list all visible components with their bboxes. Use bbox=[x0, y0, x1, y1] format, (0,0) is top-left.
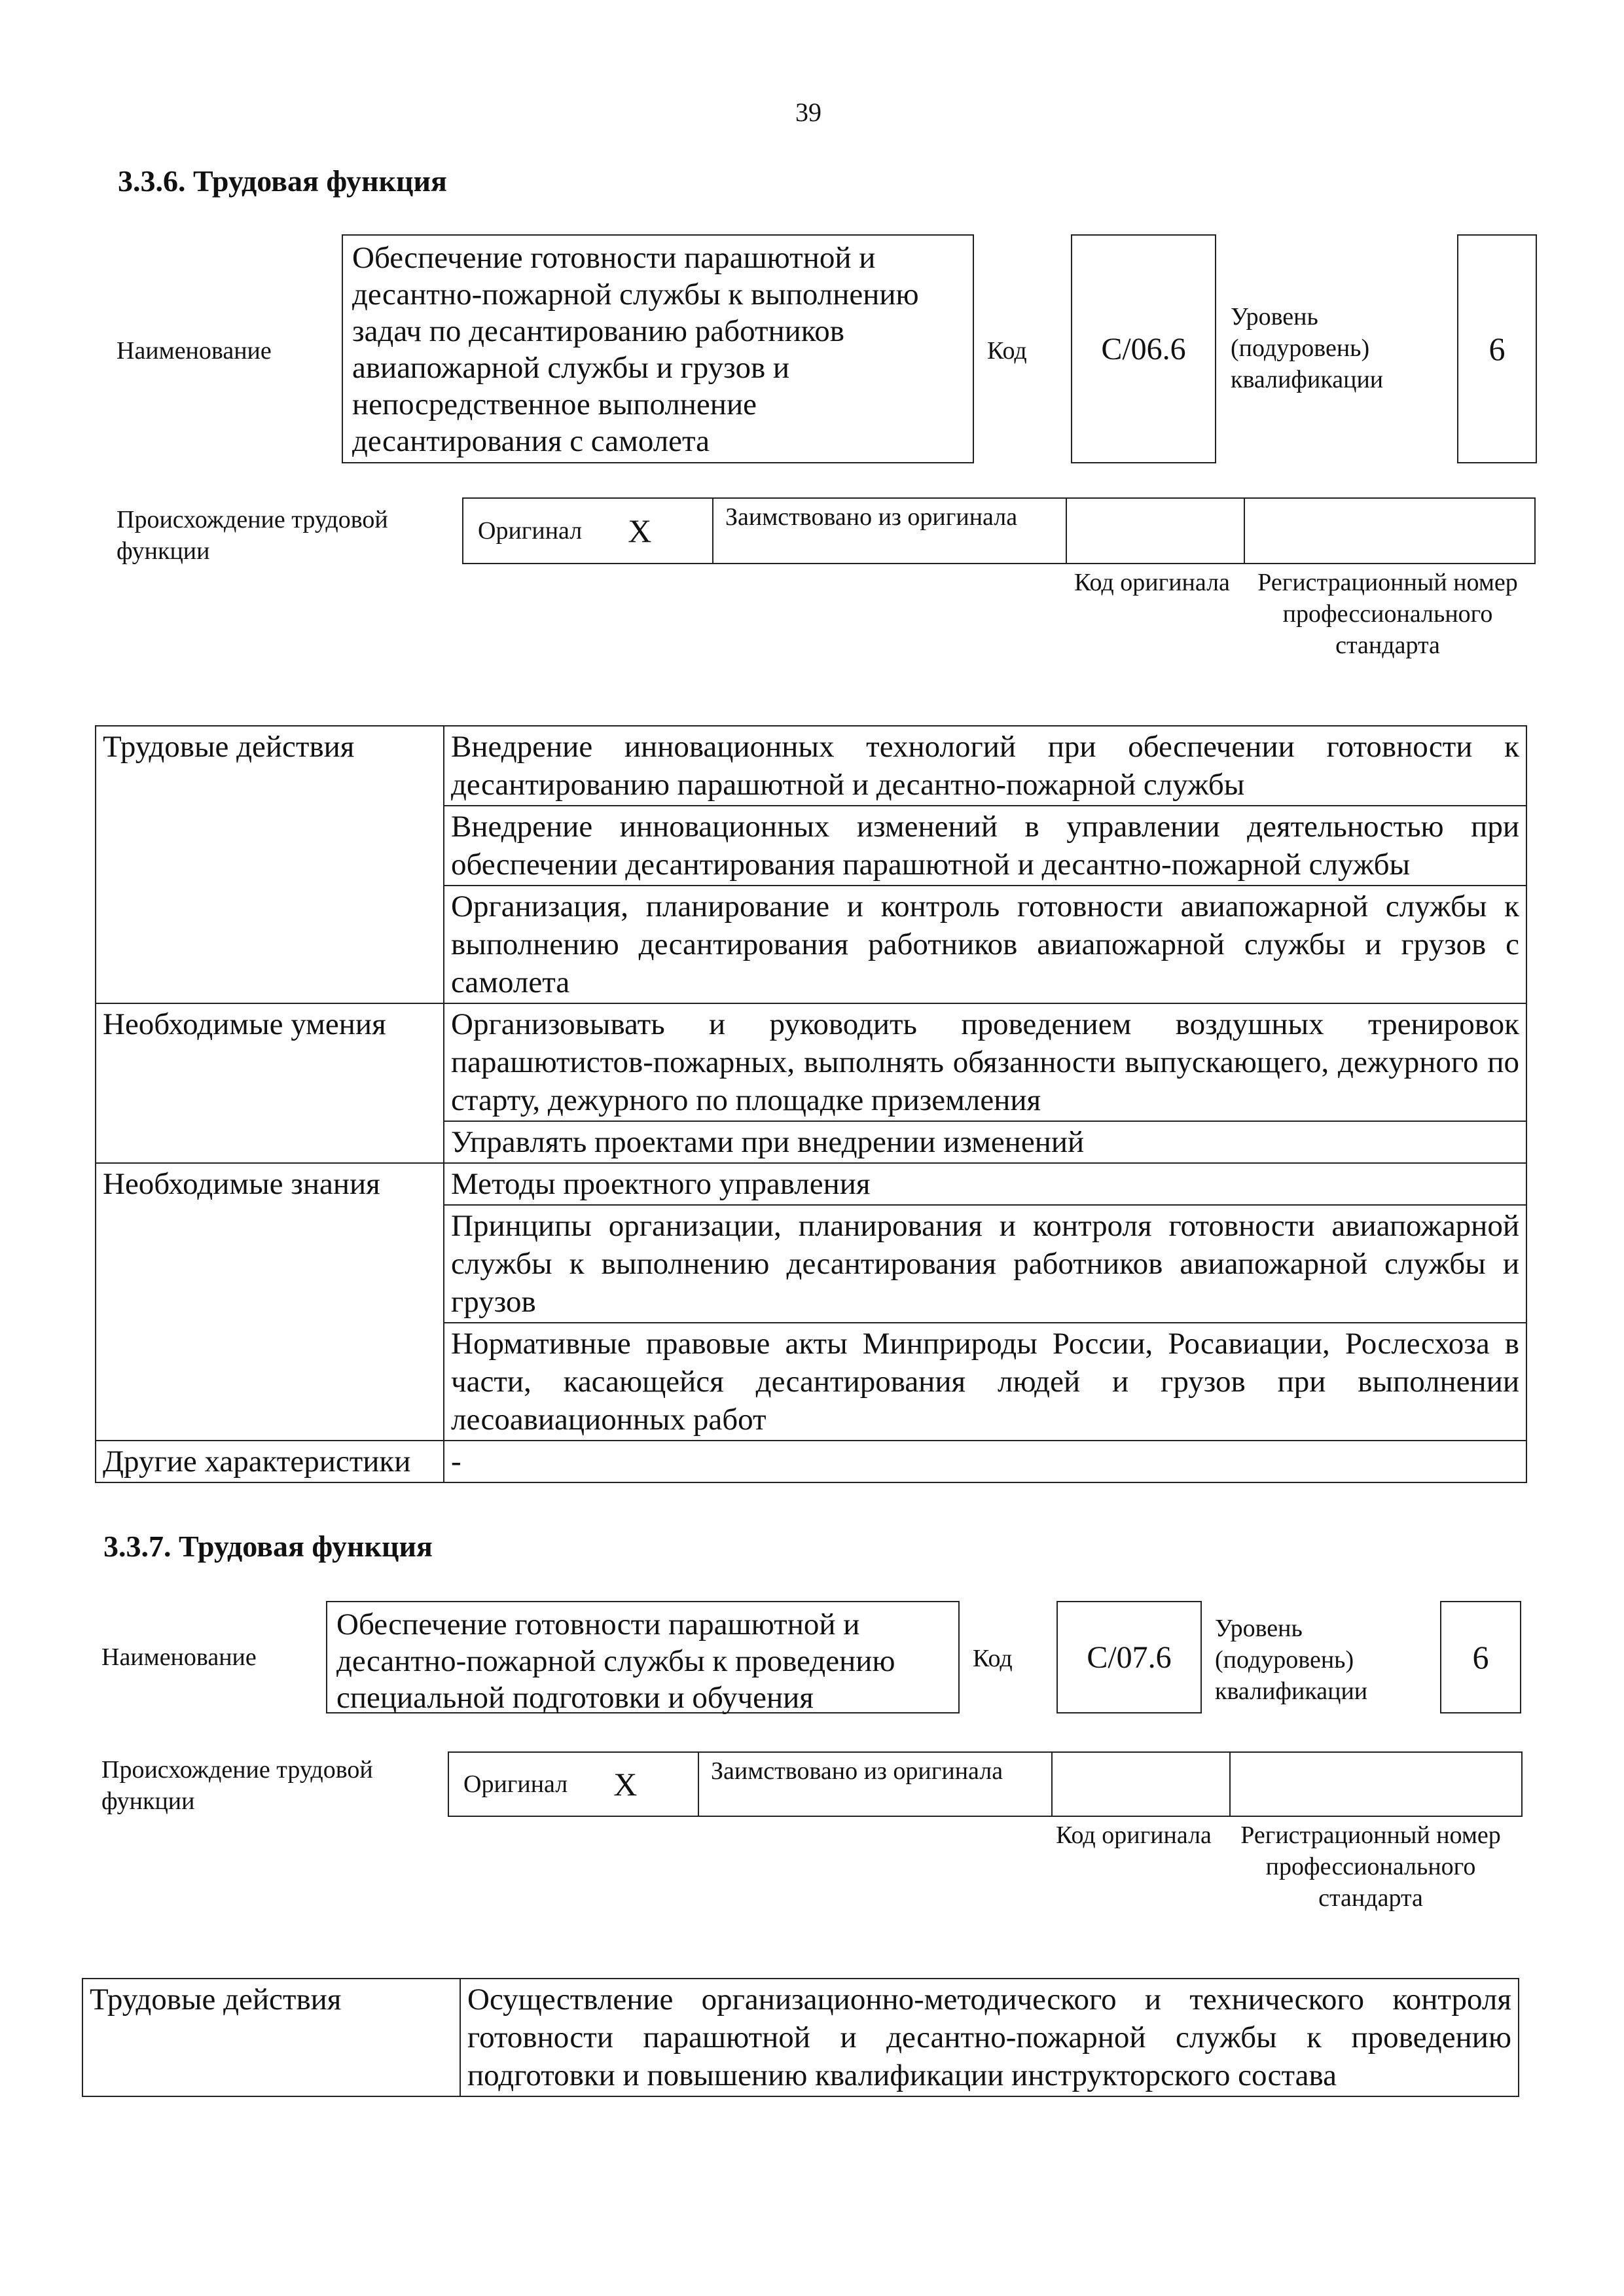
original-cell bbox=[449, 1753, 699, 1816]
original-mark: X bbox=[628, 512, 652, 549]
code-box bbox=[1056, 1601, 1202, 1713]
level-box bbox=[1440, 1601, 1521, 1713]
section-title: 3.3.7. Трудовая функция bbox=[103, 1530, 433, 1563]
page-number: 39 bbox=[795, 98, 821, 127]
code-box bbox=[1071, 234, 1216, 463]
code-value: C/07.6 bbox=[1087, 1640, 1172, 1675]
original-label: Оригинал bbox=[463, 1770, 568, 1798]
section-title: 3.3.6. Трудовая функция bbox=[118, 164, 447, 198]
function-name-box bbox=[342, 234, 974, 463]
other-header: Другие характеристики bbox=[96, 1441, 444, 1482]
other-value: - bbox=[444, 1441, 1526, 1482]
actions-header: Трудовые действия bbox=[96, 726, 444, 1003]
code-label: Код bbox=[973, 1645, 1013, 1672]
function-name-text: Обеспечение готовности парашютной и десантно-пожарной службы к проведению специальной подготовки и обучения bbox=[336, 1607, 895, 1715]
level-label: Уровень (подуровень) квалификации bbox=[1215, 1615, 1368, 1705]
knowledge-item: Методы проектного управления bbox=[444, 1163, 1526, 1205]
reg-number-caption: Регистрационный номер профессионального стандарта bbox=[1240, 1821, 1501, 1912]
skill-item: Организовывать и руководить проведением воздушных тренировок парашютистов-пожарных, выполнять обязанности выпускающего, дежурного по старту, дежурного по площадке приземления bbox=[444, 1003, 1526, 1121]
origin-row bbox=[462, 497, 1536, 564]
reg-number-caption: Регистрационный номер профессионального стандарта bbox=[1257, 569, 1518, 659]
action-item: Организация, планирование и контроль готовности авиапожарной службы к выполнению десантирования работников авиапожарной службы и грузов с самолета bbox=[444, 886, 1526, 1003]
borrowed-cell bbox=[713, 499, 1067, 563]
action-item: Внедрение инновационных изменений в управлении деятельностью при обеспечении десантирования парашютной и десантно-пожарной службы bbox=[444, 806, 1526, 886]
skill-item: Управлять проектами при внедрении изменений bbox=[444, 1121, 1526, 1163]
function-table bbox=[82, 1978, 1519, 2097]
original-label: Оригинал bbox=[478, 517, 583, 545]
action-item: Осуществление организационно-методического и технического контроля готовности парашютной и десантно-пожарной службы к проведению подготовки и повышению квалификации инструкторского состава bbox=[460, 1979, 1519, 2096]
name-label: Наименование bbox=[117, 337, 272, 365]
origin-label: Происхождение трудовой функции bbox=[101, 1756, 373, 1815]
action-item: Внедрение инновационных технологий при обеспечении готовности к десантированию парашютной и десантно-пожарной службы bbox=[444, 726, 1526, 806]
function-name-box bbox=[326, 1601, 960, 1713]
skills-header: Необходимые умения bbox=[96, 1003, 444, 1163]
code-original-cell bbox=[1067, 499, 1245, 563]
code-original-caption: Код оригинала bbox=[1056, 1821, 1212, 1849]
level-value: 6 bbox=[1489, 331, 1506, 367]
origin-label: Происхождение трудовой функции bbox=[117, 506, 388, 565]
code-value: C/06.6 bbox=[1101, 331, 1186, 367]
code-original-cell bbox=[1053, 1753, 1231, 1816]
level-label: Уровень (подуровень) квалификации bbox=[1231, 303, 1384, 393]
original-cell bbox=[463, 499, 713, 563]
reg-number-cell bbox=[1245, 499, 1534, 563]
origin-row bbox=[448, 1751, 1523, 1817]
actions-header: Трудовые действия bbox=[82, 1979, 460, 2096]
borrowed-label: Заимствовано из оригинала bbox=[711, 1757, 1003, 1785]
function-table bbox=[95, 725, 1527, 1483]
reg-number-cell bbox=[1231, 1753, 1521, 1816]
level-box bbox=[1457, 234, 1537, 463]
borrowed-cell bbox=[699, 1753, 1053, 1816]
knowledge-item: Принципы организации, планирования и контроля готовности авиапожарной службы к выполнению десантирования работников авиапожарной службы и грузов bbox=[444, 1205, 1526, 1323]
level-value: 6 bbox=[1472, 1639, 1489, 1676]
function-name-text: Обеспечение готовности парашютной и десантно-пожарной службы к выполнению задач по десантированию работников авиапожарной службы и грузов и непосредственное выполнение десантирования с самолета bbox=[352, 241, 919, 458]
code-original-caption: Код оригинала bbox=[1074, 569, 1230, 596]
knowledge-header: Необходимые знания bbox=[96, 1163, 444, 1441]
name-label: Наименование bbox=[101, 1643, 257, 1671]
code-label: Код bbox=[987, 337, 1027, 365]
original-mark: X bbox=[613, 1766, 638, 1803]
knowledge-item: Нормативные правовые акты Минприроды России, Росавиации, Рослесхоза в части, касающейся десантирования людей и грузов при выполнении лесоавиационных работ bbox=[444, 1323, 1526, 1441]
borrowed-label: Заимствовано из оригинала bbox=[725, 503, 1018, 531]
